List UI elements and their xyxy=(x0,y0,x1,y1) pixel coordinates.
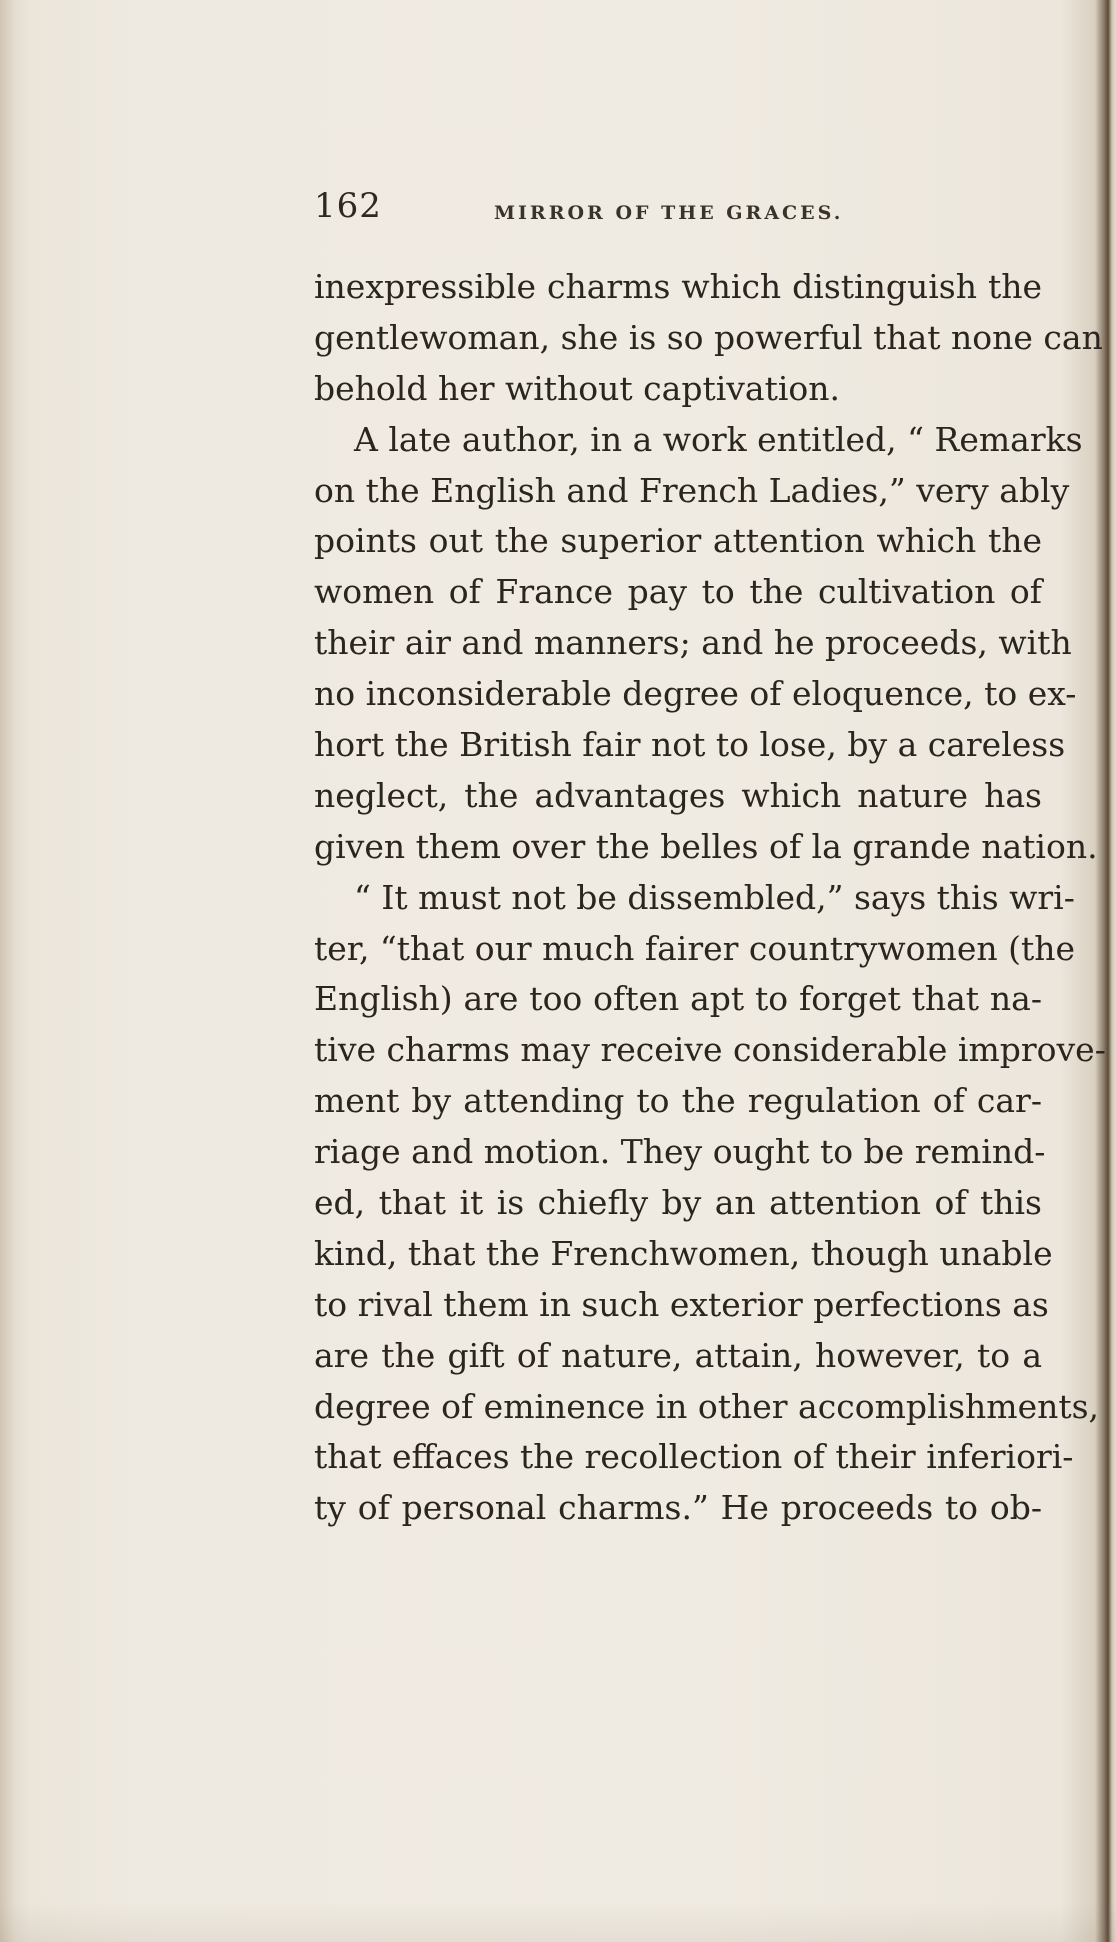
text-line: ed, that it is chiefly by an attention of this xyxy=(314,1183,1042,1223)
text-line: points out the superior attention which the xyxy=(314,521,1042,561)
text-line: on the English and French Ladies,” very ably xyxy=(314,470,1070,510)
running-title: MIRROR OF THE GRACES. xyxy=(494,202,844,224)
page-header xyxy=(314,186,1074,236)
text-line: ter, “that our much fairer countrywomen (the xyxy=(314,928,1076,968)
page-edge xyxy=(0,0,14,1942)
body-text xyxy=(314,262,1106,1534)
text-line: women of France pay to the cultivation of xyxy=(314,572,1042,612)
text-line: tive charms may receive considerable improve- xyxy=(314,1030,1106,1070)
text-line: “ It must not be dissembled,” says this wri- xyxy=(354,877,1075,917)
text-line: given them over the belles of la grande nation. xyxy=(314,826,1098,866)
text-line: to rival them in such exterior perfections as xyxy=(314,1284,1049,1324)
text-line: that effaces the recollection of their inferiori- xyxy=(314,1437,1074,1477)
text-line: no inconsiderable degree of eloquence, to ex- xyxy=(314,674,1077,714)
text-line: A late author, in a work entitled, “ Remarks xyxy=(354,419,1083,459)
text-line: degree of eminence in other accomplishments, xyxy=(314,1386,1100,1426)
text-line: hort the British fair not to lose, by a careless xyxy=(314,725,1066,765)
text-line: ment by attending to the regulation of car- xyxy=(314,1081,1042,1121)
page-number: 162 xyxy=(314,186,382,226)
text-line: neglect, the advantages which nature has xyxy=(314,775,1042,815)
page-shadow xyxy=(0,1902,1116,1942)
text-line: inexpressible charms which distinguish the xyxy=(314,267,1042,306)
text-line: are the gift of nature, attain, however, to a xyxy=(314,1335,1042,1375)
text-line: behold her without captivation. xyxy=(314,368,841,408)
text-line: ty of personal charms.” He proceeds to ob- xyxy=(314,1488,1042,1528)
text-line: kind, that the Frenchwomen, though unable xyxy=(314,1233,1053,1273)
text-line: riage and motion. They ought to be remind- xyxy=(314,1132,1046,1172)
text-line: English) are too often apt to forget that na- xyxy=(314,979,1042,1019)
text-line: gentlewoman, she is so powerful that none can xyxy=(314,317,1103,357)
text-line: their air and manners; and he proceeds, with xyxy=(314,623,1072,663)
